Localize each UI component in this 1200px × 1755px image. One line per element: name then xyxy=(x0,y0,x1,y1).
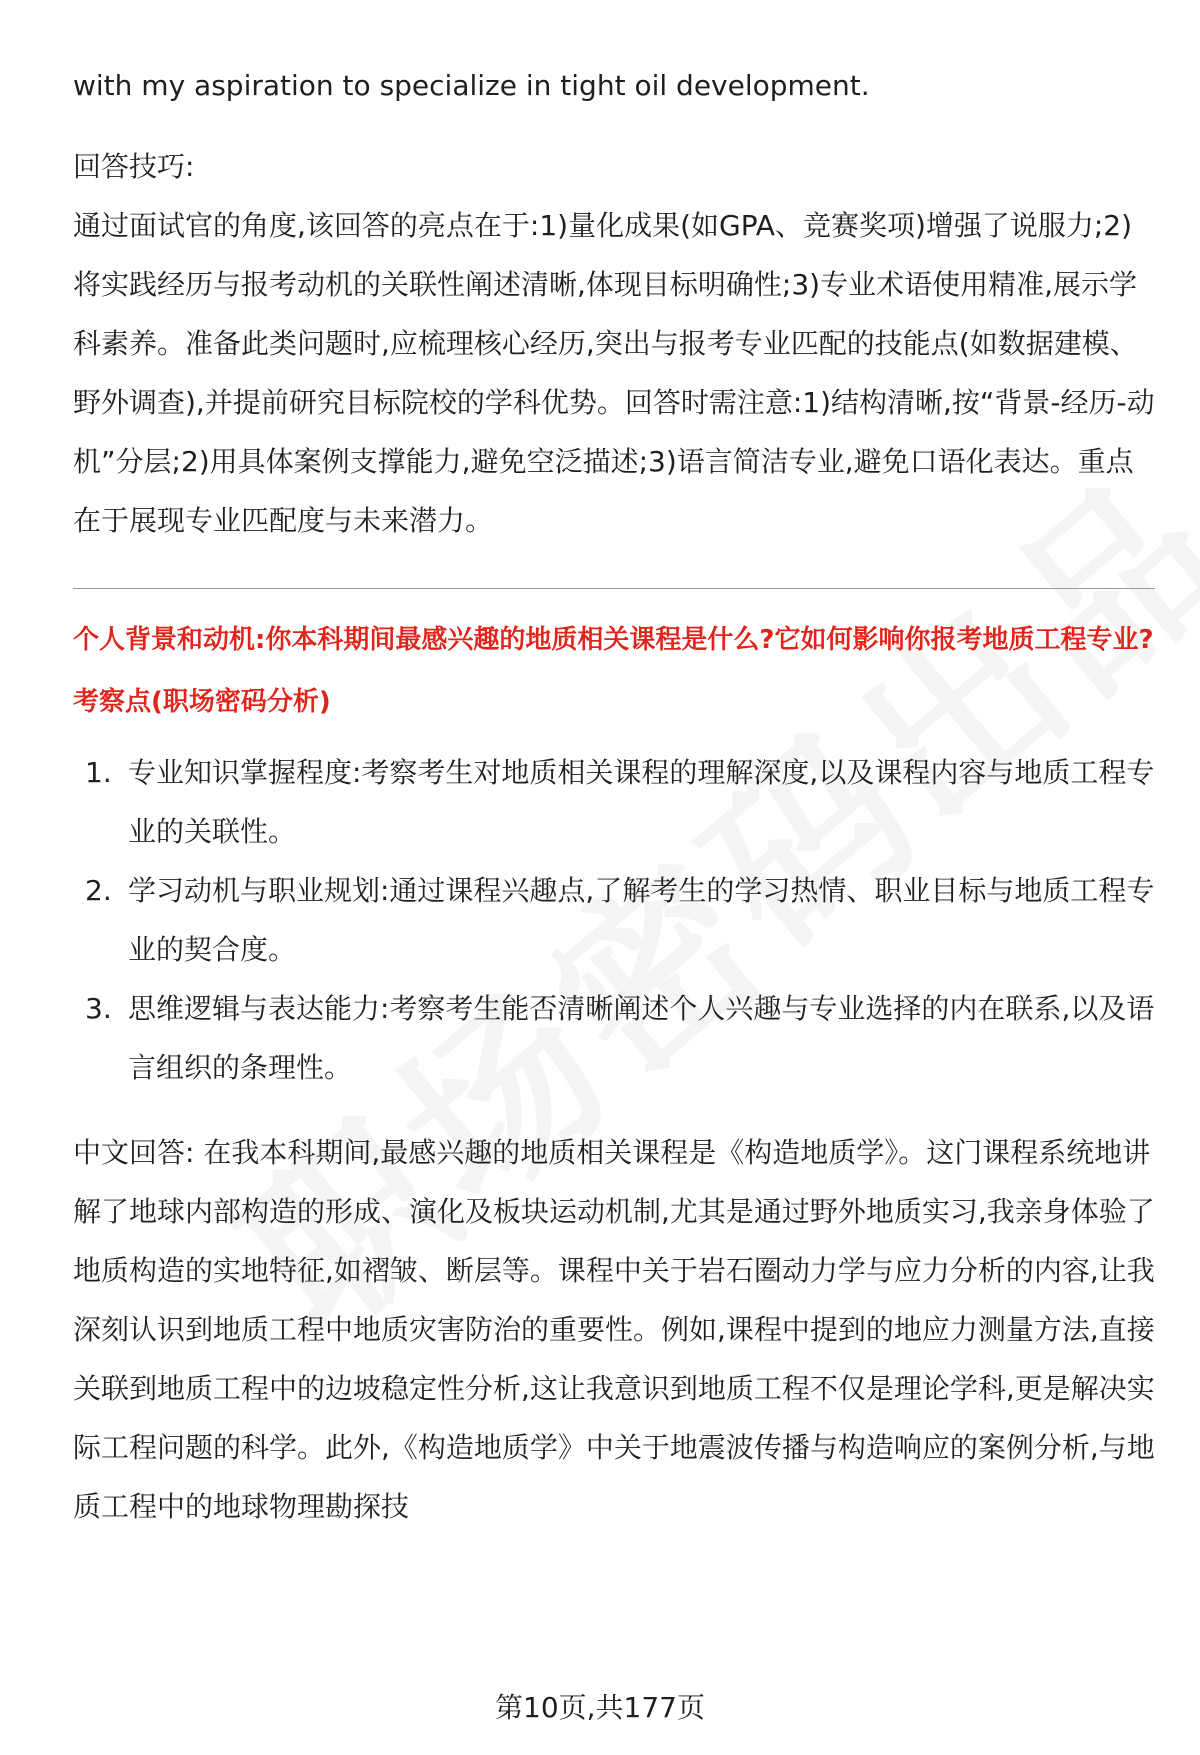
list-item xyxy=(73,979,1155,1097)
tips-label: 回答技巧: xyxy=(73,150,195,183)
page-content xyxy=(73,56,1155,1536)
section-divider xyxy=(73,588,1155,589)
list-item-text: 思维逻辑与表达能力:考察考生能否清晰阐述个人兴趣与专业选择的内在联系,以及语言组织的条理性。 xyxy=(128,992,1155,1084)
page-footer: 第10页,共177页 xyxy=(495,1691,705,1724)
assessment-list xyxy=(73,743,1155,1097)
intro-english-tail: with my aspiration to specialize in tight oil development. xyxy=(73,69,870,102)
list-item xyxy=(73,861,1155,979)
assessment-title: 考察点(职场密码分析) xyxy=(73,687,331,717)
list-item-text: 专业知识掌握程度:考察考生对地质相关课程的理解深度,以及课程内容与地质工程专业的关联性。 xyxy=(128,756,1155,848)
question-title: 个人背景和动机:你本科期间最感兴趣的地质相关课程是什么?它如何影响你报考地质工程专业? xyxy=(73,625,1154,655)
answer-text: 中文回答: 在我本科期间,最感兴趣的地质相关课程是《构造地质学》。这门课程系统地讲解了地球内部构造的形成、演化及板块运动机制,尤其是通过野外地质实习,我亲身体验了地质构造的实地特征,如褶皱、断层等。课程中关于岩石圈动力学与应力分析的内容,让我深刻认识到地质工程中地质灾害防治的重要性。例如,课程中提到的地应力测量方法,直接关联到地质工程中的边坡稳定性分析,这让我意识到地质工程不仅是理论学科,更是解决实际工程问题的科学。此外,《构造地质学》中关于地震波传播与构造响应的案例分析,与地质工程中的地球物理勘探技 xyxy=(73,1136,1155,1523)
tips-body: 通过面试官的角度,该回答的亮点在于:1)量化成果(如GPA、竞赛奖项)增强了说服力;2)将实践经历与报考动机的关联性阐述清晰,体现目标明确性;3)专业术语使用精准,展示学科素养。准备此类问题时,应梳理核心经历,突出与报考专业匹配的技能点(如数据建模、野外调查),并提前研究目标院校的学科优势。回答时需注意:1)结构清晰,按“背景-经历-动机”分层;2)用具体案例支撑能力,避免空泛描述;3)语言简洁专业,避免口语化表达。重点在于展现专业匹配度与未来潜力。 xyxy=(73,209,1155,537)
list-item-text: 学习动机与职业规划:通过课程兴趣点,了解考生的学习热情、职业目标与地质工程专业的契合度。 xyxy=(128,874,1155,966)
list-item-number: 1. xyxy=(85,756,112,789)
list-item-number: 2. xyxy=(85,874,112,907)
list-item xyxy=(73,743,1155,861)
list-item-number: 3. xyxy=(85,992,112,1025)
